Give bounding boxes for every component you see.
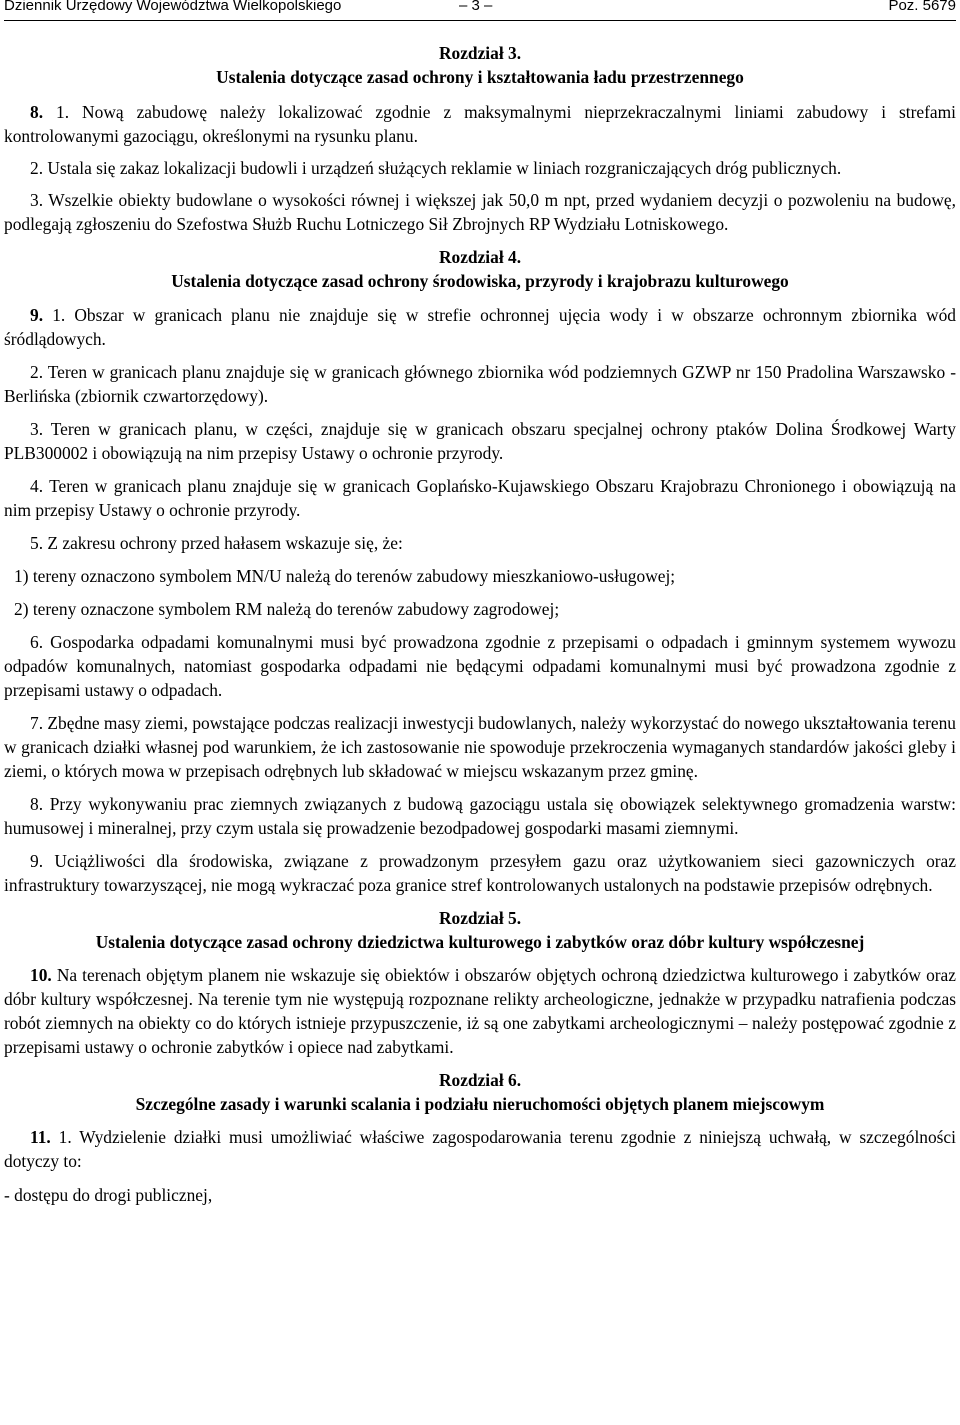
paragraph-9-7: 7. Zbędne masy ziemi, powstające podczas realizacji inwestycji budowlanych, należy wykorzystać do nowego ukształtowania terenu w granicach działki własnej pod warunkiem, że ich zastosowanie nie spowoduje przekroczenia wymaganych standardów jakości gleby i ziemi, o których mowa w przepisach odrębnych lub składować w miejscu wskazanym przez gminę. [4, 713, 956, 781]
chapter-4-title: Rozdział 4. [438, 247, 522, 267]
paragraph-8-1: 8. 1. Nową zabudowę należy lokalizować zgodnie z maksymalnymi nieprzekraczalnymi liniami zabudowy i strefami kontrolowanymi gazociągu, określonymi na rysunku planu. [4, 102, 956, 146]
paragraph-11-1: 11. 1. Wydzielenie działki musi umożliwiać właściwe zagospodarowania terenu zgodnie z niniejszą uchwałą, w szczególności dotyczy to: [4, 1127, 956, 1171]
paragraph-9-2: 2. Teren w granicach planu znajduje się w granicach głównego zbiornika wód podziemnych GZWP nr 150 Pradolina Warszawsko - Berlińska (zbiornik czwartorzędowy). [4, 362, 956, 406]
document-page [4, 0, 956, 1207]
journal-name: Dziennik Urzędowy Województwa Wielkopolskiego [4, 0, 342, 14]
paragraph-9-9: 9. Uciążliwości dla środowiska, związane z prowadzonym przesyłem gazu oraz użytkowaniem sieci gazowniczych oraz infrastruktury towarzyszącej, nie mogą wykraczać poza granice stref kontrolowanych ustalonych na podstawie przepisów odrębnych. [4, 851, 956, 895]
paragraph-number: 9. [30, 305, 53, 325]
paragraph-9-1: 9. 1. Obszar w granicach planu nie znajduje się w strefie ochronnej ujęcia wody i w obszarze ochronnym zbiornika wód śródlądowych. [4, 305, 956, 349]
page-header [4, 0, 956, 21]
chapter-6 [4, 1068, 956, 1207]
paragraph-9-8: 8. Przy wykonywaniu prac ziemnych związanych z budową gazociągu ustala się obowiązek selektywnego gromadzenia warstw: humusowej i mineralnej, przy czym ustala się prowadzenie bezodpadowej gospodarki masami ziemnymi. [4, 794, 956, 838]
paragraph-9-5: 5. Z zakresu ochrony przed hałasem wskazuje się, że: [30, 533, 403, 553]
paragraph-10: 10. Na terenach objętym planem nie wskazuje się obiektów i obszarów objętych ochroną dziedzictwa kulturowego i zabytków oraz dóbr kultury współczesnej. Na terenie tym nie występują rozpoznane relikty archeologiczne, jednakże w przypadku natrafienia podczas robót ziemnych na obiekty co do których istnieje przypuszczenie, iż są one zabytkami archeologicznymi – należy postępować zgodnie z przepisami ustawy o ochronie zabytków i opiece nad zabytkami. [4, 965, 956, 1057]
chapter-3-subtitle: Ustalenia dotyczące zasad ochrony i kształtowania ładu przestrzennego [216, 67, 744, 87]
list-item: - dostępu do drogi publicznej, [4, 1185, 213, 1205]
chapter-3 [4, 41, 956, 236]
chapter-5 [4, 906, 956, 1059]
list-item: 2) tereny oznaczone symbolem RM należą do terenów zabudowy zagrodowej; [14, 599, 560, 619]
chapter-6-subtitle: Szczególne zasady i warunki scalania i podziału nieruchomości objętych planem miejscowym [135, 1094, 825, 1114]
paragraph-9-6: 6. Gospodarka odpadami komunalnymi musi być prowadzona zgodnie z przepisami o odpadach i gminnym systemem wywozu odpadów komunalnych, natomiast gospodarka odpadami nie będącymi odpadami komunalnymi musi być prowadzona zgodnie z przepisami ustawy o odpadach. [4, 632, 956, 700]
paragraph-9-3: 3. Teren w granicach planu, w części, znajduje się w granicach obszaru specjalnej ochrony ptaków Dolina Środkowej Warty PLB300002 i obowiązują na nim przepisy Ustawy o ochronie przyrody. [4, 419, 956, 463]
position-number: Poz. 5679 [888, 0, 956, 14]
chapter-4 [4, 245, 956, 897]
paragraph-8-2: 2. Ustala się zakaz lokalizacji budowli i urządzeń służących reklamie w liniach rozgraniczających dróg publicznych. [30, 158, 842, 178]
list-item: 1) tereny oznaczono symbolem MN/U należą do terenów zabudowy mieszkaniowo-usługowej; [14, 566, 676, 586]
paragraph-8-3: 3. Wszelkie obiekty budowlane o wysokości równej i większej jak 50,0 m npt, przed wydaniem decyzji o pozwoleniu na budowę, podlegają zgłoszeniu do Szefostwa Służb Ruchu Lotniczego Sił Zbrojnych RP Wydziału Lotniskowego. [4, 190, 956, 234]
chapter-4-subtitle: Ustalenia dotyczące zasad ochrony środowiska, przyrody i krajobrazu kulturowego [171, 271, 789, 291]
chapter-6-title: Rozdział 6. [438, 1070, 522, 1090]
paragraph-number: 8. [30, 102, 57, 122]
chapter-5-subtitle: Ustalenia dotyczące zasad ochrony dziedzictwa kulturowego i zabytków oraz dóbr kultury współczesnej [95, 932, 865, 952]
chapter-5-title: Rozdział 5. [438, 908, 522, 928]
chapter-3-title: Rozdział 3. [438, 43, 522, 63]
paragraph-9-4: 4. Teren w granicach planu znajduje się w granicach Goplańsko-Kujawskiego Obszaru Krajobrazu Chronionego i obowiązują na nim przepisy Ustawy o ochronie przyrody. [4, 476, 956, 520]
paragraph-number: 10. [30, 965, 57, 985]
page-number: – 3 – [459, 0, 493, 14]
paragraph-number: 11. [30, 1127, 59, 1147]
